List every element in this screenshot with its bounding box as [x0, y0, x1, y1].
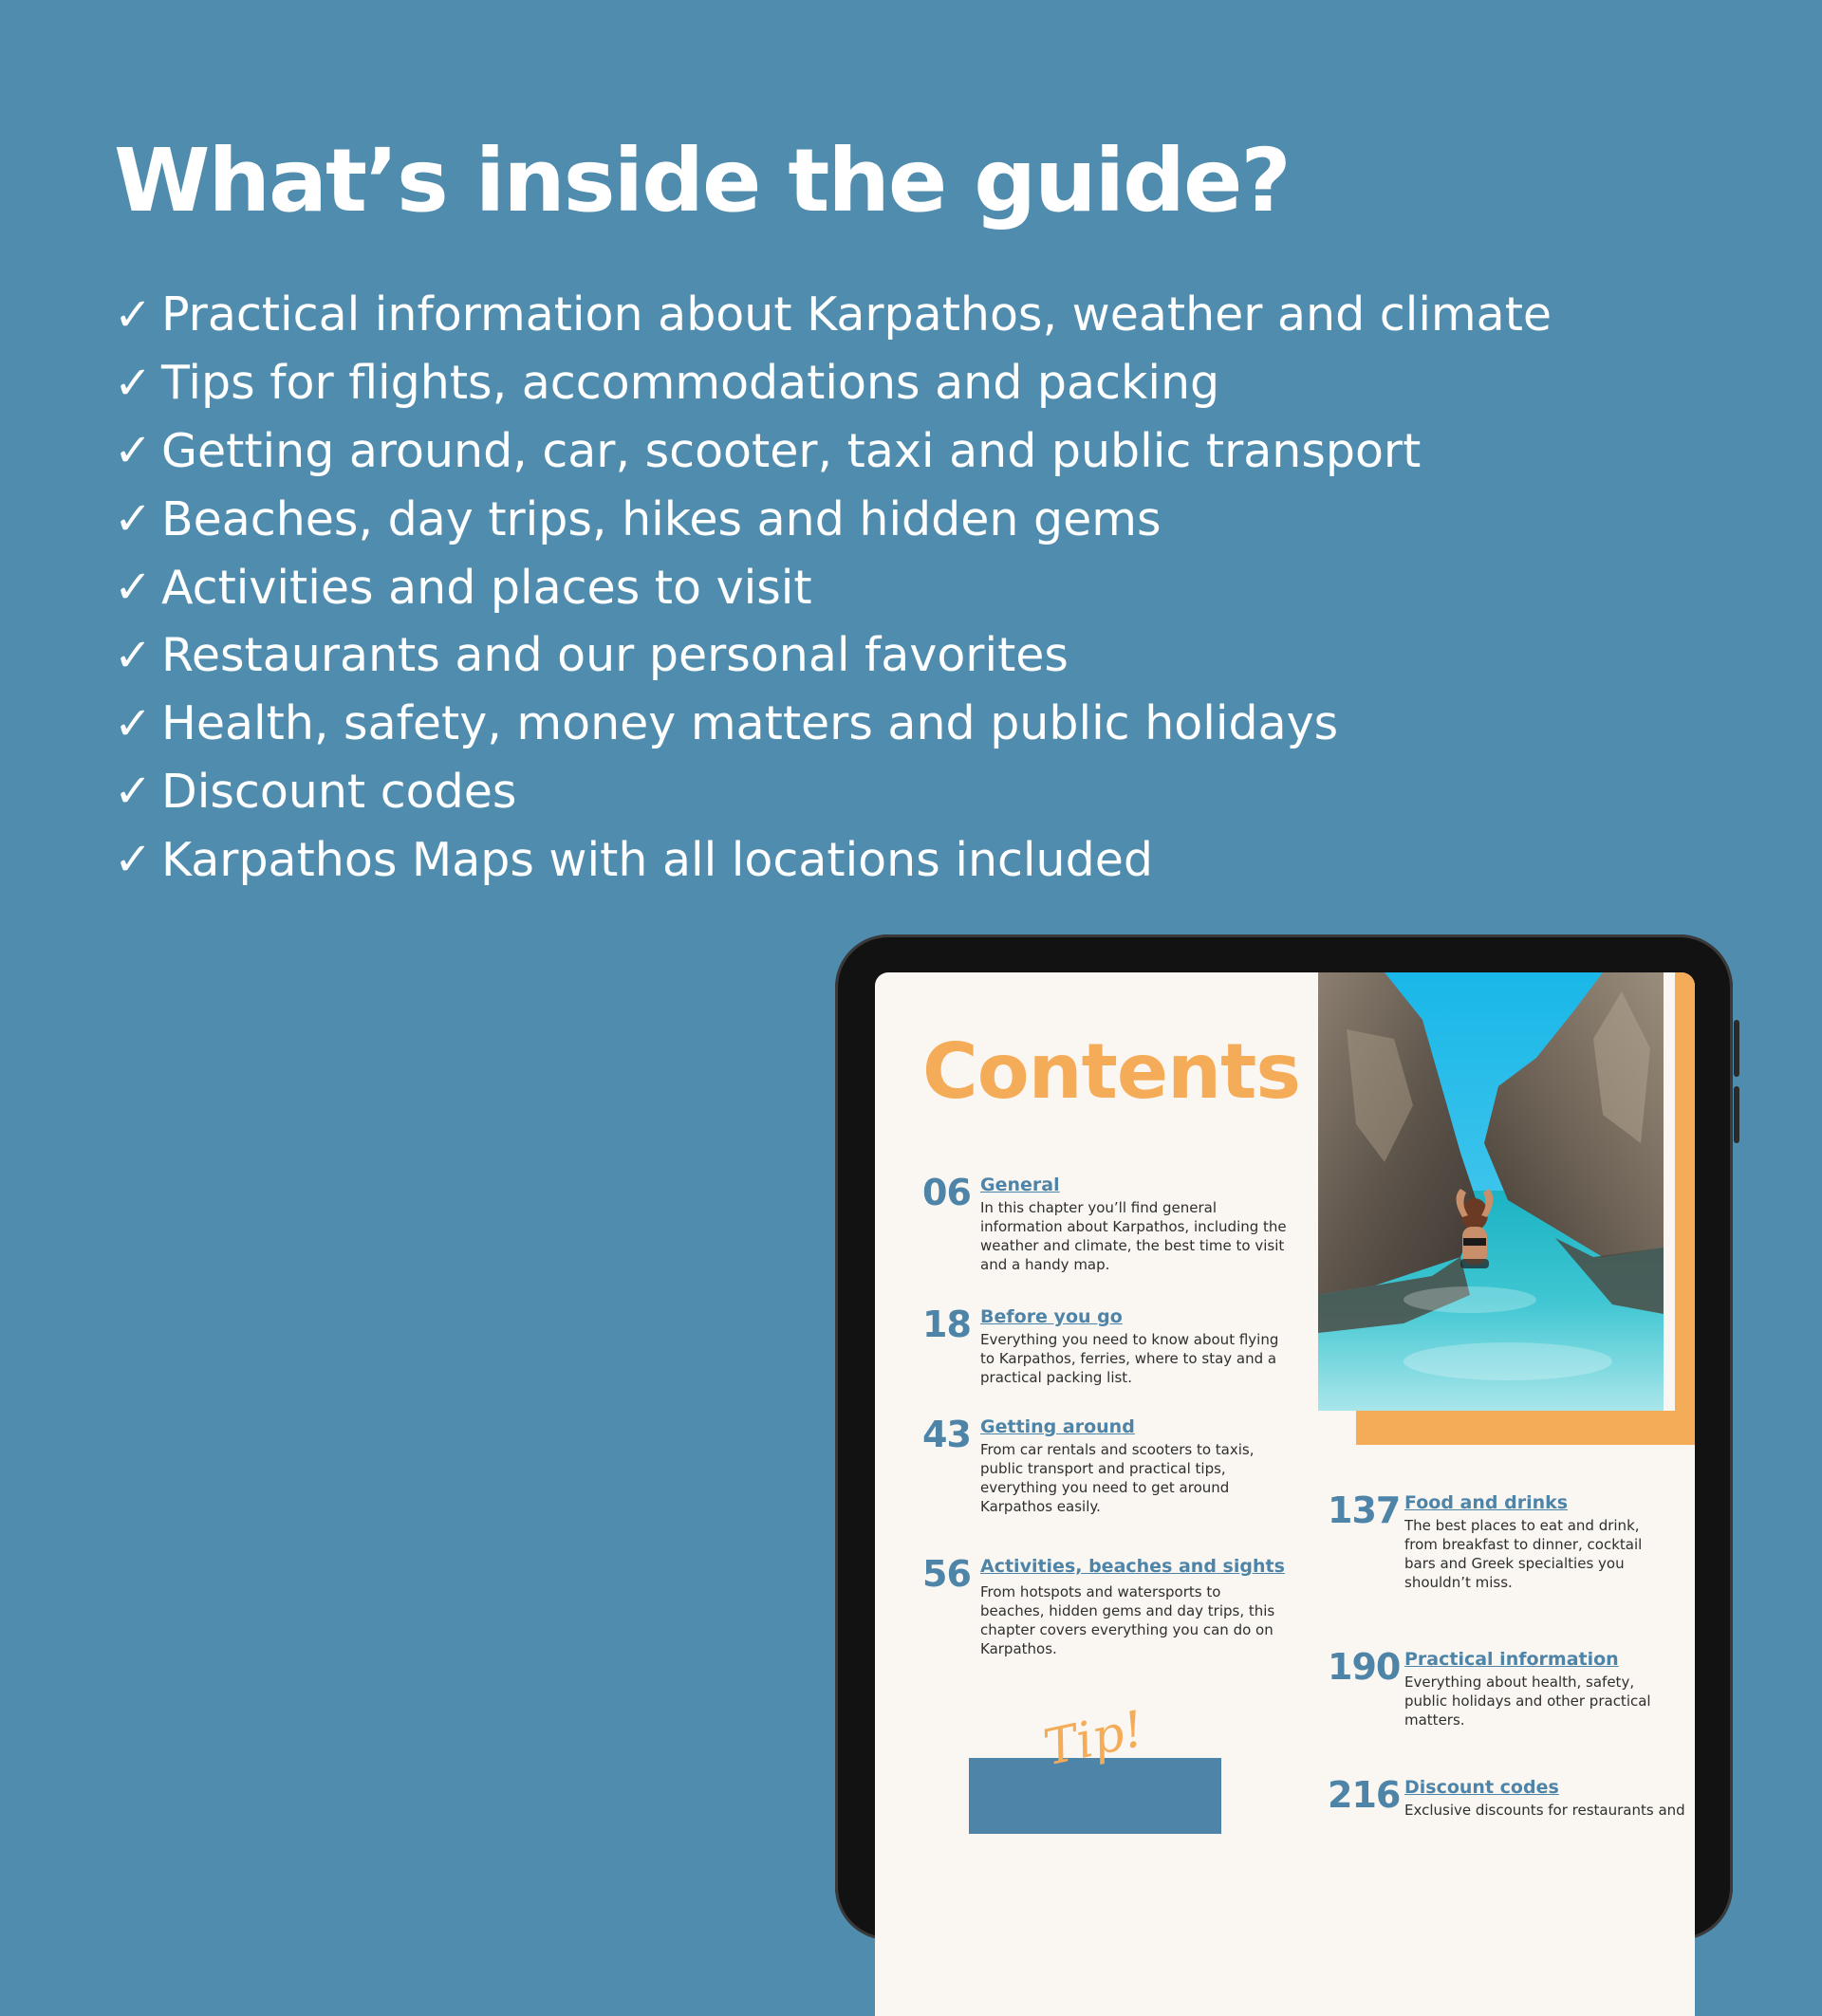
feature-text: Discount codes — [161, 764, 517, 819]
feature-item — [114, 281, 1552, 349]
entry-description: From hotspots and watersports to beaches, hidden gems and day trips, this chapter covers everything you can do on Karpathos. — [980, 1583, 1275, 1657]
feature-text: Restaurants and our personal favorites — [161, 628, 1069, 683]
entry-title-link[interactable]: Practical information — [1404, 1649, 1619, 1670]
checkmark-icon: ✓ — [114, 287, 153, 342]
feature-item — [114, 485, 1552, 553]
entry-page-number: 216 — [1328, 1774, 1401, 1816]
lagoon-photo-illustration — [1318, 972, 1664, 1411]
contents-entry[interactable] — [922, 1416, 1302, 1521]
entry-description: Everything about health, safety, public holidays and other practical matters. — [1404, 1674, 1651, 1729]
entry-title-link[interactable]: Food and drinks — [1404, 1492, 1569, 1513]
checkmark-icon: ✓ — [114, 696, 153, 750]
checkmark-icon: ✓ — [114, 833, 153, 887]
entry-page-number: 06 — [922, 1172, 971, 1213]
checkmark-icon: ✓ — [114, 561, 153, 615]
feature-text: Tips for flights, accommodations and packing — [161, 356, 1220, 411]
entry-page-number: 56 — [922, 1553, 971, 1595]
contents-title: Contents — [922, 1027, 1300, 1116]
contents-entry[interactable] — [1328, 1774, 1688, 1834]
tablet-volume-button — [1734, 1020, 1739, 1077]
checkmark-icon: ✓ — [114, 492, 153, 546]
orange-accent-bar — [1675, 972, 1695, 1445]
entry-page-number: 190 — [1328, 1646, 1401, 1688]
checkmark-icon: ✓ — [114, 628, 153, 682]
entry-title-link[interactable]: Before you go — [980, 1306, 1123, 1327]
feature-item — [114, 690, 1552, 758]
entry-description: The best places to eat and drink, from breakfast to dinner, cocktail bars and Greek specialties you shouldn’t miss. — [1404, 1517, 1643, 1591]
entry-title-link[interactable]: Getting around — [980, 1416, 1135, 1437]
feature-item — [114, 553, 1552, 621]
page-headline: What’s inside the guide? — [114, 130, 1290, 231]
entry-page-number: 137 — [1328, 1489, 1401, 1531]
checkmark-icon: ✓ — [114, 765, 153, 819]
feature-item — [114, 825, 1552, 894]
entry-title-link[interactable]: General — [980, 1174, 1060, 1195]
feature-text: Karpathos Maps with all locations included — [161, 832, 1153, 887]
feature-text: Practical information about Karpathos, weather and climate — [161, 287, 1552, 342]
feature-item — [114, 758, 1552, 826]
contents-entry[interactable] — [922, 1553, 1302, 1660]
feature-text: Health, safety, money matters and public holidays — [161, 696, 1339, 751]
tip-box — [969, 1758, 1221, 1834]
entry-description: Exclusive discounts for restaurants and — [1404, 1802, 1685, 1819]
entry-page-number: 18 — [922, 1304, 971, 1345]
feature-list — [114, 281, 1552, 894]
entry-title-link[interactable]: Activities, beaches and sights — [980, 1556, 1285, 1577]
feature-text: Getting around, car, scooter, taxi and public transport — [161, 423, 1422, 478]
entry-page-number: 43 — [922, 1414, 971, 1455]
entry-title-link[interactable]: Discount codes — [1404, 1777, 1559, 1798]
checkmark-icon: ✓ — [114, 424, 153, 478]
feature-item — [114, 621, 1552, 690]
contents-entry[interactable] — [922, 1174, 1302, 1279]
feature-text: Beaches, day trips, hikes and hidden gems — [161, 491, 1162, 546]
contents-entry[interactable] — [1328, 1646, 1688, 1734]
entry-description: In this chapter you’ll find general information about Karpathos, including the weather and climate, the best time to visit and a handy map. — [980, 1199, 1287, 1273]
entry-description: Everything you need to know about flying to Karpathos, ferries, where to stay and a practical packing list. — [980, 1331, 1279, 1386]
tablet-screen — [875, 972, 1695, 2016]
contents-entry[interactable] — [1328, 1489, 1688, 1597]
feature-item — [114, 349, 1552, 417]
tablet-volume-button — [1734, 1086, 1739, 1143]
feature-text: Activities and places to visit — [161, 560, 812, 615]
feature-item — [114, 417, 1552, 486]
contents-entry[interactable] — [922, 1306, 1302, 1392]
tablet-mockup — [835, 934, 1733, 1940]
orange-accent-bar — [1356, 1411, 1695, 1445]
lagoon-photo — [1318, 972, 1664, 1411]
checkmark-icon: ✓ — [114, 356, 153, 410]
tip-label: Tip! — [1038, 1700, 1149, 1778]
entry-description: From car rentals and scooters to taxis, public transport and practical tips, everything you need to get around Karpathos easily. — [980, 1441, 1255, 1515]
